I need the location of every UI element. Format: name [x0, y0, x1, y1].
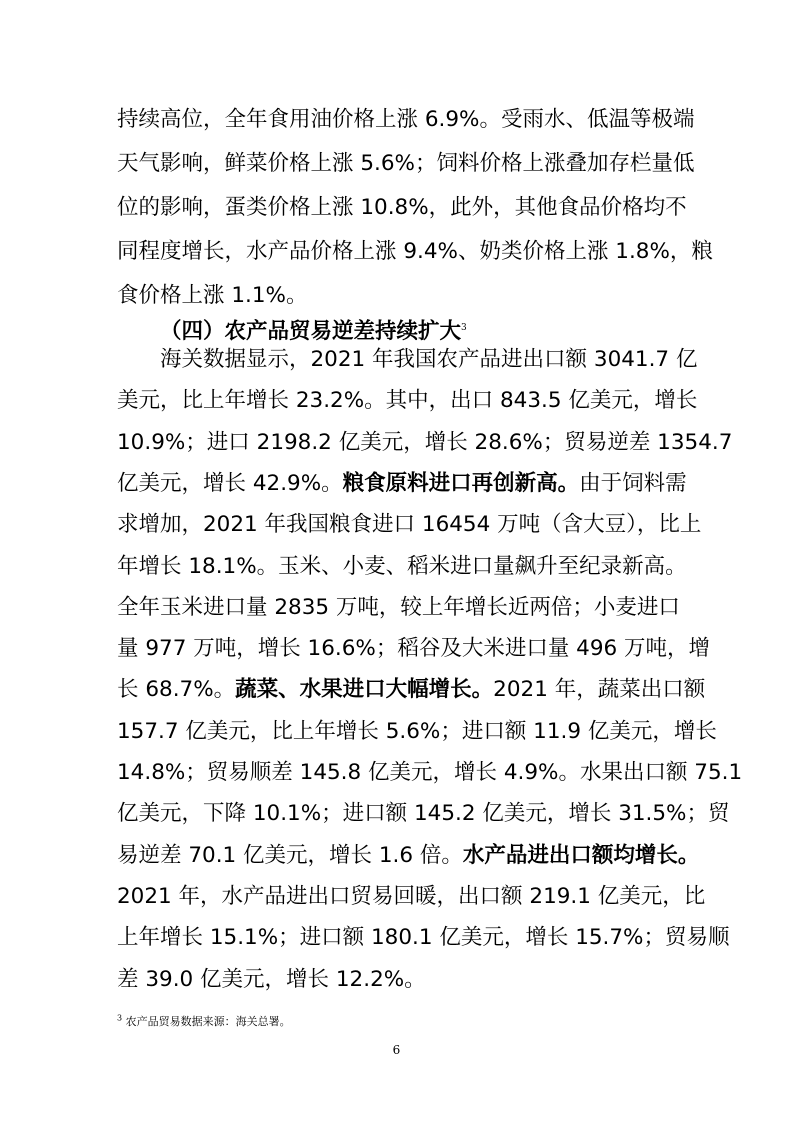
text-line: 10.9%；进口 2198.2 亿美元，增长 28.6%；贸易逆差 1354.7: [117, 429, 733, 455]
footnote: [117, 1013, 291, 1029]
text-span: 2021 年，蔬菜出口额: [493, 677, 706, 703]
text-line: 157.7 亿美元，比上年增长 5.6%；进口额 11.9 亿美元，增长: [117, 718, 717, 744]
text-line: 14.8%；贸易顺差 145.8 亿美元，增长 4.9%。水果出口额 75.1: [117, 760, 743, 785]
text-line: 上年增长 15.1%；进口额 180.1 亿美元，增长 15.7%；贸易顺: [117, 925, 730, 951]
text-span: 由于饲料需: [579, 470, 687, 496]
text-line: 位的影响，蛋类价格上涨 10.8%，此外，其他食品价格均不: [117, 195, 687, 220]
text-span: 易逆差 70.1 亿美元，增长 1.6 倍。: [117, 842, 463, 868]
text-line-last: 差 39.0 亿美元，增长 12.2%。: [117, 966, 426, 992]
text-line: 同程度增长，水产品价格上涨 9.4%、奶类价格上涨 1.8%，粮: [117, 239, 713, 264]
footnote-text: 农产品贸易数据来源：海关总署。: [125, 1015, 291, 1028]
bold-phrase: 蔬菜、水果进口大幅增长。: [235, 677, 494, 703]
text-line: 美元，比上年增长 23.2%。其中，出口 843.5 亿美元，增长: [117, 388, 698, 414]
bold-phrase: 粮食原料进口再创新高。: [342, 470, 580, 496]
text-line: 海关数据显示，2021 年我国农产品进出口额 3041.7 亿: [160, 347, 698, 372]
text-line: 年增长 18.1%。玉米、小麦、稻米进口量飙升至纪录新高。: [117, 553, 687, 579]
text-span: 亿美元，增长 42.9%。: [117, 470, 343, 496]
text-span: 长 68.7%。: [117, 677, 236, 703]
text-line: [117, 462, 687, 506]
text-line: 全年玉米进口量 2835 万吨，较上年增长近两倍；小麦进口: [117, 594, 680, 620]
text-line: 量 977 万吨，增长 16.6%；稻谷及大米进口量 496 万吨，增: [117, 636, 711, 662]
page-number: 6: [392, 1043, 401, 1057]
footnote-reference: 3: [461, 323, 467, 333]
text-line: 2021 年，水产品进出口贸易回暖，出口额 219.1 亿美元，比: [117, 883, 706, 909]
section-heading-text: （四）农产品贸易逆差持续扩大: [160, 319, 462, 345]
text-line: [117, 668, 706, 712]
bold-phrase: 水产品进出口额均增长。: [462, 842, 700, 868]
text-line: 求增加，2021 年我国粮食进口 16454 万吨（含大豆），比上: [117, 512, 702, 538]
text-line: 持续高位，全年食用油价格上涨 6.9%。受雨水、低温等极端: [117, 107, 695, 132]
footnote-mark: 3: [117, 1013, 123, 1023]
text-line: 食价格上涨 1.1%。: [117, 283, 308, 308]
text-line: [117, 834, 700, 878]
text-line: 天气影响，鲜菜价格上涨 5.6%；饲料价格上涨叠加存栏量低: [117, 151, 695, 176]
text-line: 亿美元，下降 10.1%；进口额 145.2 亿美元，增长 31.5%；贸: [117, 801, 730, 827]
